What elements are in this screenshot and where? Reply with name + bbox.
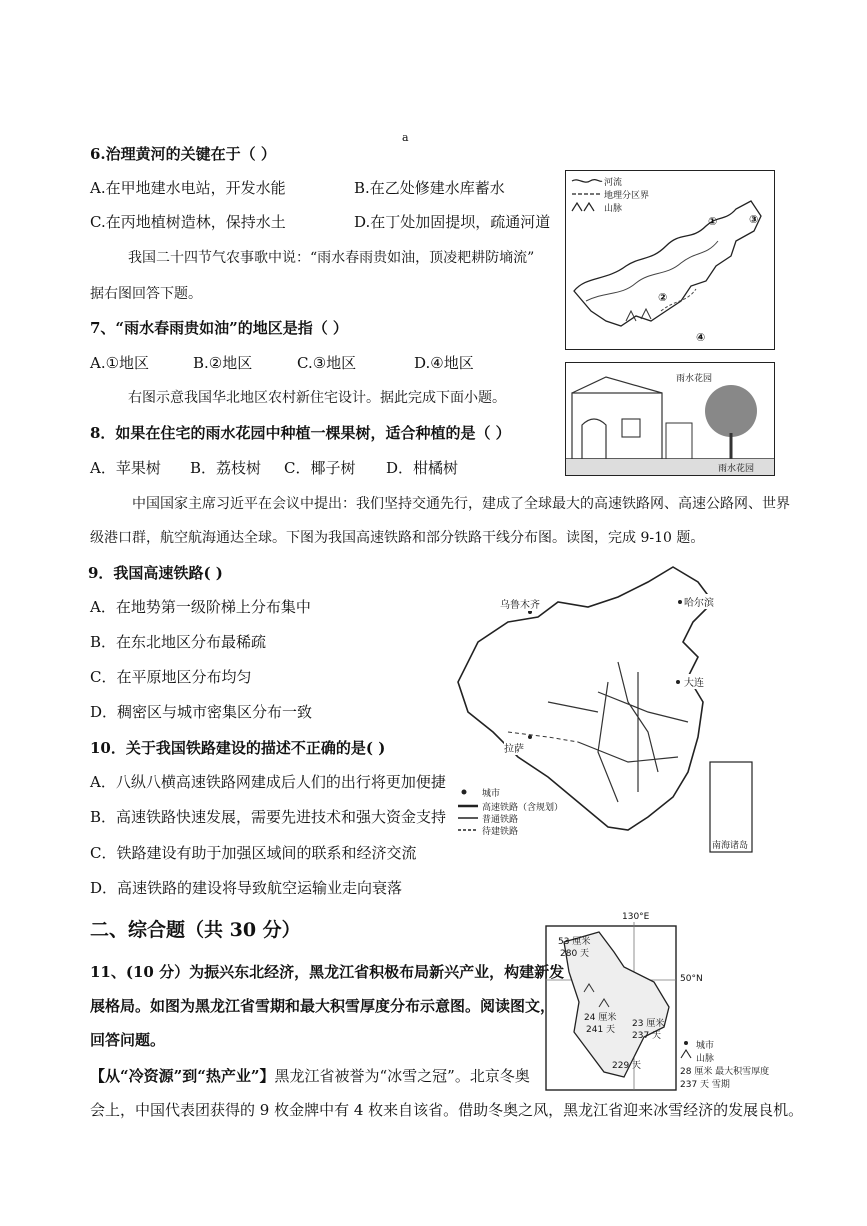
q8-option-c: C．椰子树 [284, 459, 356, 477]
value-24cm: 24 厘米 [584, 1013, 617, 1023]
legend-normal-rail: 普通铁路 [482, 815, 519, 825]
intro-9-line2: 级港口群，航空航海通达全球。下图为我国高速铁路和部分铁路干线分布图。读图，完成 9-10 题。 [90, 530, 705, 546]
inset-label: 南海诸岛 [712, 841, 749, 851]
q6-option-b: B.在乙处修建水库蓄水 [354, 179, 505, 197]
q6-option-d: D.在丁处加固提坝，疏通河道 [354, 213, 551, 231]
legend-boundary: 地理分区界 [604, 191, 650, 201]
q11-material [90, 1066, 530, 1086]
q10-option-a: A．八纵八横高速铁路网建成后人们的出行将更加便捷 [90, 773, 446, 791]
intro-8: 右图示意我国华北地区农村新住宅设计。据此完成下面小题。 [128, 390, 506, 406]
region-marker-2: ② [658, 291, 668, 304]
city-harbin: 哈尔滨 [684, 594, 714, 609]
intro-7-line2: 据右图回答下题。 [90, 286, 202, 302]
value-229d: 229 天 [612, 1061, 642, 1071]
house-drawing [566, 363, 774, 475]
legend-snow-period: 237 天 雪期 [680, 1080, 730, 1090]
value-241d: 241 天 [586, 1025, 616, 1035]
q7-option-b: B.②地区 [193, 354, 253, 372]
legend-mountain-hlj: 山脉 [696, 1054, 715, 1064]
legend-mountain: 山脉 [604, 204, 623, 214]
q11-line1: 11、(10 分）为振兴东北经济，黑龙江省积极布局新兴产业，构建新发 [90, 963, 565, 981]
q7-option-a: A.①地区 [90, 354, 150, 372]
value-23cm: 23 厘米 [632, 1019, 665, 1029]
legend-city: 城市 [482, 789, 501, 799]
city-dalian: 大连 [684, 674, 704, 689]
q8-stem: 8．如果在住宅的雨水花园中种植一棵果树，适合种植的是（ ） [90, 424, 511, 442]
q8-option-a: A．苹果树 [90, 459, 161, 477]
q10-stem: 10．关于我国铁路建设的描述不正确的是( ) [90, 739, 386, 757]
legend-planned-rail: 待建铁路 [482, 827, 519, 837]
q11-material-line2: 会上，中国代表团获得的 9 枚金牌中有 4 枚来自该省。借助冬奥之风，黑龙江省迎来冰雪经济的发展良机。 [90, 1101, 804, 1119]
intro-9-line1: 中国国家主席习近平在会议中提出：我们坚持交通先行，建成了全球最大的高速铁路网、高速公路网、世界 [132, 496, 790, 512]
stray-mark: a [402, 131, 409, 144]
house-caption: 雨水花园 [676, 374, 713, 384]
q7-stem: 7、“雨水春雨贵如油”的地区是指（ ） [90, 319, 348, 337]
longitude-label: 130°E [622, 912, 650, 922]
legend-river: 河流 [604, 178, 623, 188]
q10-option-b: B．高速铁路快速发展，需要先进技术和强大资金支持 [90, 808, 447, 826]
region-marker-1: ① [708, 215, 718, 228]
city-urumqi: 乌鲁木齐 [500, 596, 540, 611]
q10-option-c: C．铁路建设有助于加强区域间的联系和经济交流 [90, 844, 417, 862]
q9-option-c: C．在平原地区分布均匀 [90, 668, 252, 686]
region-marker-3: ③ [749, 213, 759, 226]
q9-option-d: D．稠密区与城市密集区分布一致 [90, 703, 313, 721]
q7-option-d: D.④地区 [414, 354, 474, 372]
q8-option-b: B．荔枝树 [190, 459, 262, 477]
q9-option-a: A．在地势第一级阶梯上分布集中 [90, 598, 311, 616]
value-280d: 280 天 [560, 949, 590, 959]
q11-material-line1: 黑龙江省被誉为“冰雪之冠”。北京冬奥 [274, 1067, 530, 1085]
q6-stem: 6.治理黄河的关键在于（ ） [90, 145, 276, 163]
q6-option-a: A.在甲地建水电站，开发水能 [90, 179, 286, 197]
q11-line2: 展格局。如图为黑龙江省雪期和最大积雪厚度分布示意图。阅读图文， [90, 997, 556, 1015]
city-lhasa: 拉萨 [504, 740, 524, 755]
intro-7-line1: 我国二十四节气农事歌中说：“雨水春雨贵如油，顶凌耙耕防墒流” [128, 250, 535, 266]
value-53cm: 53 厘米 [558, 937, 591, 947]
railway-map [448, 562, 760, 874]
q11-material-title: 【从“冷资源”到“热产业”】 [90, 1067, 275, 1085]
q11-line3: 回答问题。 [90, 1031, 166, 1049]
legend-city-hlj: 城市 [696, 1041, 715, 1051]
heilongjiang-map [544, 912, 774, 1092]
q9-option-b: B．在东北地区分布最稀疏 [90, 633, 267, 651]
value-237d: 237 天 [632, 1031, 662, 1041]
q10-option-d: D．高速铁路的建设将导致航空运输业走向衰落 [90, 879, 403, 897]
q8-option-d: D．柑橘树 [386, 459, 459, 477]
legend-snow-depth: 28 厘米 最大积雪厚度 [680, 1067, 770, 1077]
latitude-label: 50°N [680, 974, 703, 984]
yellow-river-map [565, 170, 775, 350]
house-figure [565, 362, 775, 476]
legend-symbols [570, 175, 604, 215]
house-corner-label: 雨水花园 [718, 464, 755, 474]
legend-hsr: 高速铁路（含规划） [482, 803, 564, 813]
q6-option-c: C.在丙地植树造林，保持水土 [90, 213, 286, 231]
region-marker-4: ④ [696, 331, 706, 344]
section-title: 二、综合题（共 30 分） [90, 919, 301, 941]
q9-stem: 9．我国高速铁路( ) [88, 564, 223, 582]
q7-option-c: C.③地区 [297, 354, 357, 372]
